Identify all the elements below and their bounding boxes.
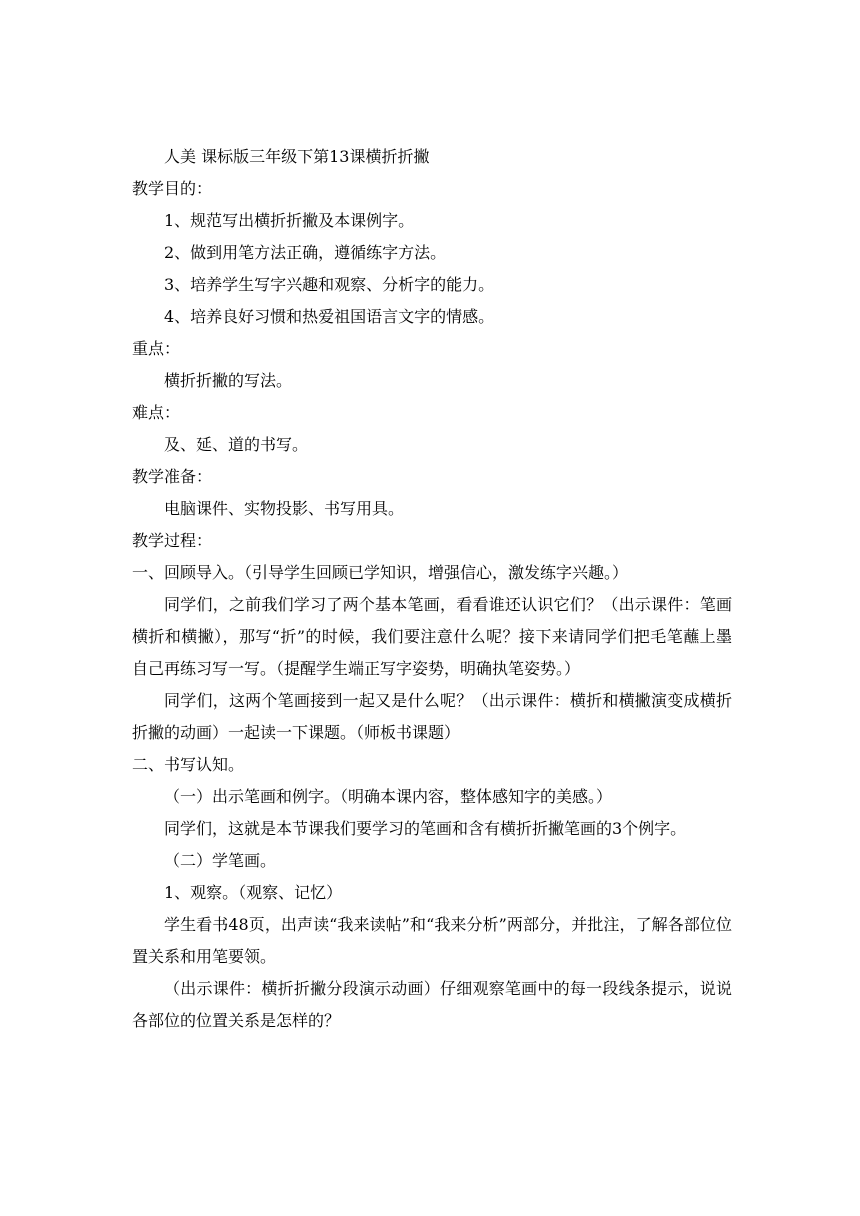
goals-heading: 教学目的： <box>132 179 213 198</box>
subsection-1-heading: （一）出示笔画和例字。（明确本课内容，整体感知字的美感。） <box>164 787 613 806</box>
preparation-text: 电脑课件、实物投影、书写用具。 <box>164 499 405 518</box>
observe-paragraph: 学生看书48页，出声读“我来读帖”和“我来分析”两部分，并批注，了解各部位位置关系和用笔要领。 <box>132 915 732 966</box>
section-1-heading: 一、回顾导入。（引导学生回顾已学知识，增强信心，激发练字兴趣。） <box>132 563 629 582</box>
goal-item: 3、培养学生写字兴趣和观察、分析字的能力。 <box>164 275 495 294</box>
lesson-title: 人美 课标版三年级下第13课横折折撇 <box>164 147 430 166</box>
goal-item: 1、规范写出横折折撇及本课例字。 <box>164 211 415 230</box>
difficulty-heading: 难点： <box>132 403 181 422</box>
preparation-heading: 教学准备： <box>132 467 213 486</box>
subsection-2-heading: （二）学笔画。 <box>164 851 277 870</box>
key-point-text: 横折折撇的写法。 <box>164 371 293 390</box>
observe-heading: 1、观察。（观察、记忆） <box>164 883 343 902</box>
goal-item: 2、做到用笔方法正确，遵循练字方法。 <box>164 243 447 262</box>
difficulty-text: 及、延、道的书写。 <box>164 435 309 454</box>
key-point-heading: 重点： <box>132 339 181 358</box>
observe-paragraph: （出示课件：横折折撇分段演示动画）仔细观察笔画中的每一段线条提示，说说各部位的位置关系是怎样的？ <box>132 979 732 1030</box>
subsection-1-text: 同学们，这就是本节课我们要学习的笔画和含有横折折撇笔画的3个例字。 <box>164 819 687 838</box>
section-2-heading: 二、书写认知。 <box>132 755 245 774</box>
section-1-paragraph: 同学们，之前我们学习了两个基本笔画，看看谁还认识它们？（出示课件：笔画横折和横撇），那写“折”的时候，我们要注意什么呢？接下来请同学们把毛笔蘸上墨自己再练习写一写。（提醒学生端正写字姿势，明确执笔姿势。） <box>132 595 732 678</box>
document-body <box>132 141 742 1037</box>
goal-item: 4、培养良好习惯和热爱祖国语言文字的情感。 <box>164 307 495 326</box>
process-heading: 教学过程： <box>132 531 213 550</box>
section-1-paragraph: 同学们，这两个笔画接到一起又是什么呢？（出示课件：横折和横撇演变成横折折撇的动画）一起读一下课题。（师板书课题） <box>132 691 732 742</box>
